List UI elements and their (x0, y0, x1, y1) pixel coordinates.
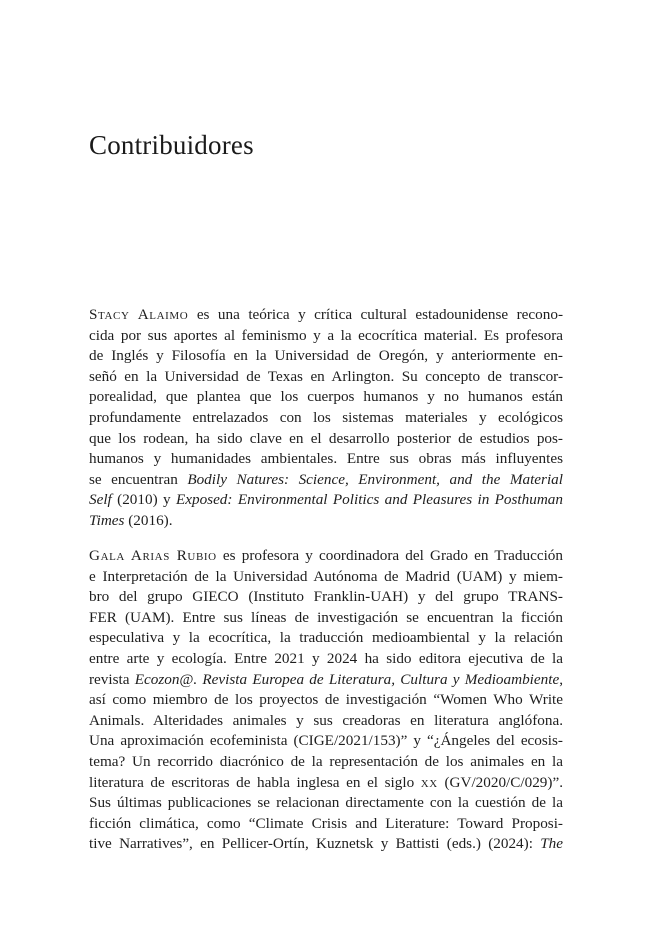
text-line: humanos y humanidades ambientales. Entre sus obras más influyentes (89, 450, 563, 468)
text-line: bro del grupo GIECO (Instituto Franklin-UAH) y del grupo TRANS- (89, 588, 563, 606)
journal-title: Ecozon@. Revista Europea de Literatura, Cultura y Medioambiente (134, 670, 560, 688)
text-line: se encuentran Bodily Natures: Science, Environment, and the Material (89, 470, 563, 488)
contributor-bio (89, 546, 563, 855)
contributor-name: Stacy Alaimo (89, 306, 189, 323)
contributor-entry-arias-rubio (89, 546, 563, 855)
text-line: entre arte y ecología. Entre 2021 y 2024 ha sido editora ejecutiva de la (89, 649, 563, 667)
text-line: profundamente entrelazados con los sistemas materiales y ecológicos (89, 408, 563, 426)
text-line: así como miembro de los proyectos de investigación “Women Who Write (89, 691, 563, 709)
text-line: Animals. Alteridades animales y sus creadoras en literatura anglófona. (89, 711, 563, 729)
text-line: FER (UAM). Entre sus líneas de investigación se encuentran la ficción (89, 608, 563, 626)
text-line: especulativa y la ecocrítica, la traducción medioambiental y la relación (89, 629, 563, 647)
book-title: Bodily Natures: Science, Environment, and the Material (187, 470, 563, 488)
text-line: e Interpretación de la Universidad Autónoma de Madrid (UAM) y miem- (89, 567, 563, 585)
text-line: Stacy Alaimo es una teórica y crítica cultural estadounidense recono- (89, 306, 564, 323)
contributor-entry-alaimo (89, 305, 563, 532)
text-line: Gala Arias Rubio es profesora y coordinadora del Grado en Traducción (89, 547, 563, 564)
text-line: Sus últimas publicaciones se relacionan directamente con la cuestión de la (89, 794, 563, 812)
book-title: Exposed: Environmental Politics and Pleasures in Posthuman (175, 491, 563, 509)
book-title: Self (89, 491, 112, 509)
century-numeral: xx (420, 773, 438, 791)
text-line: revista Ecozon@. Revista Europea de Literatura, Cultura y Medioambiente, (89, 670, 563, 688)
contributor-bio (89, 305, 563, 532)
text-line: literatura de escritoras de habla inglesa en el siglo xx (GV/2020/C/029)”. (89, 773, 563, 791)
text-line: Times (2016). (89, 511, 173, 529)
text-line: que los rodean, ha sido clave en el desarrollo posterior de estudios pos- (89, 429, 563, 447)
text-line: de Inglés y Filosofía en la Universidad de Oregón, y anteriormente en- (89, 347, 563, 365)
text-line: tive Narratives”, en Pellicer-Ortín, Kuznetsk y Battisti (eds.) (2024): The (89, 835, 563, 853)
book-title: Times (89, 511, 125, 529)
text-line: ficción climática, como “Climate Crisis and Literature: Toward Proposi- (89, 814, 563, 832)
text-line: tema? Un recorrido diacrónico de la representación de los animales en la (89, 752, 563, 770)
text-line: Self (2010) y Exposed: Environmental Politics and Pleasures in Posthuman (89, 491, 563, 509)
book-title: The (540, 835, 563, 853)
contributor-name: Gala Arias Rubio (89, 547, 217, 564)
page-title: Contribuidores (89, 130, 254, 160)
text-line: porealidad, que plantea que los cuerpos humanos y no humanos están (89, 388, 563, 406)
text-line: señó en la Universidad de Texas en Arlington. Su concepto de transcor- (89, 367, 563, 385)
text-line: Una aproximación ecofeminista (CIGE/2021/153)” y “¿Ángeles del ecosis- (89, 732, 563, 750)
text-line: cida por sus aportes al feminismo y a la ecocrítica material. Es profesora (89, 326, 563, 344)
